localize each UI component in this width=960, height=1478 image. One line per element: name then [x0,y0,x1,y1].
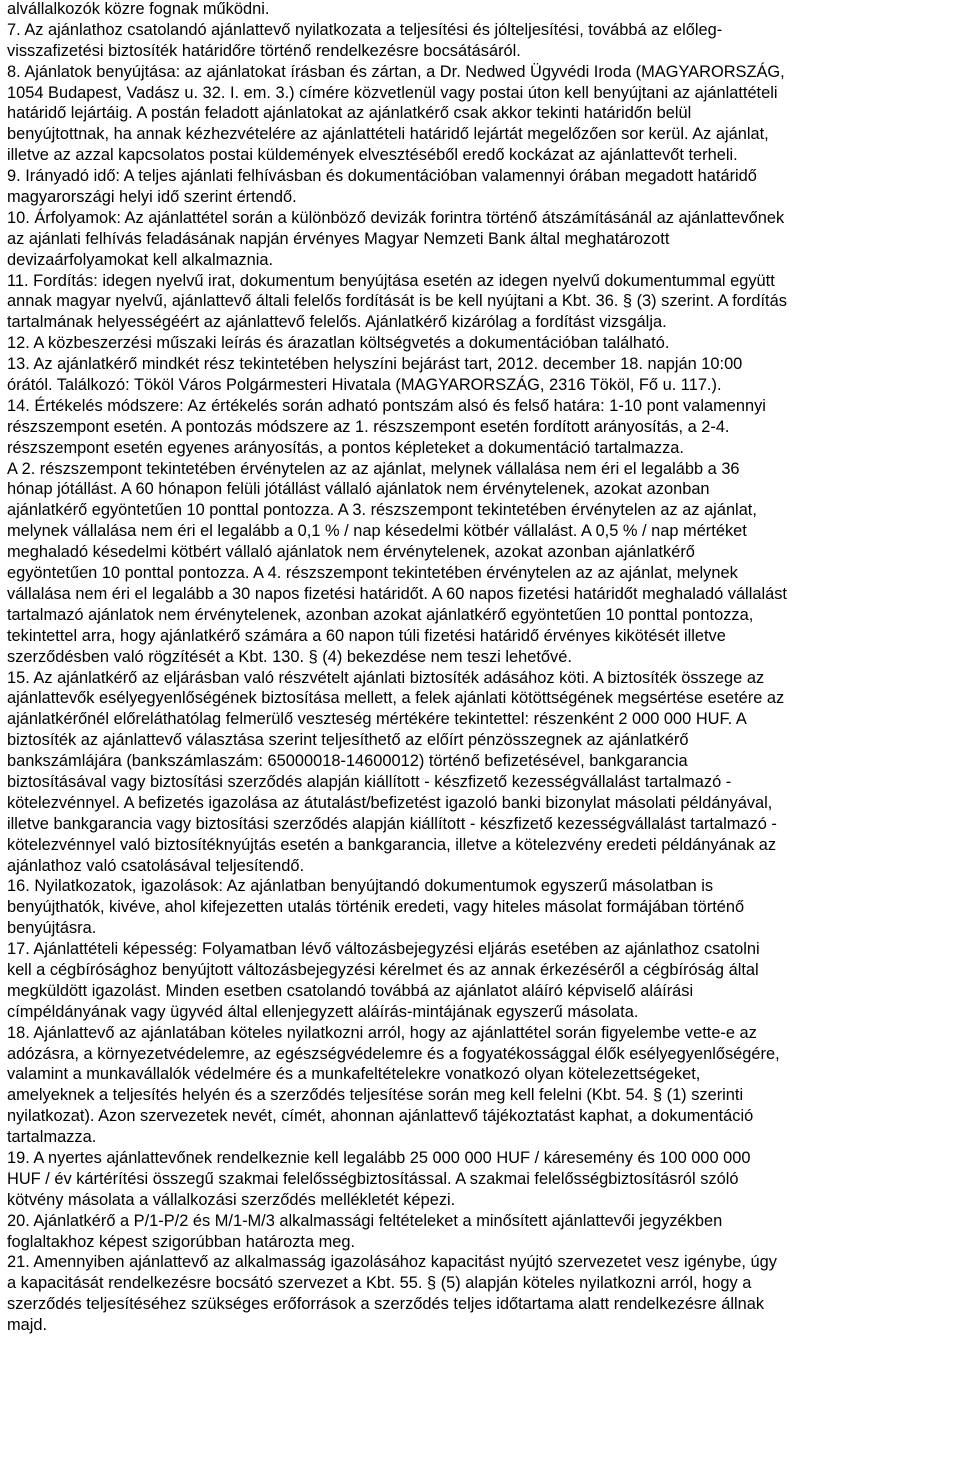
document-body [7,0,951,1336]
text-line: valamint a munkavállalók védelmére és a munkafeltételekre vonatkozó olyan kötelezettségeket, [7,1065,701,1084]
text-line: órától. Találkozó: Tököl Város Polgármesteri Hivatala (MAGYARORSZÁG, 2316 Tököl, Fő u. 117.). [7,376,722,395]
text-line: meghaladó késedelmi kötbért vállaló ajánlatok nem érvénytelenek, azokat azonban ajánlatkérő [7,543,695,562]
text-line: bankszámlájára (bankszámlaszám: 65000018-14600012) történő befizetésével, bankgarancia [7,752,688,771]
text-line: biztosításával vagy biztosítási szerződés alapján kiállított - készfizető kezességvállalást tartalmazó - [7,772,732,791]
text-line: 8. Ajánlatok benyújtása: az ajánlatokat írásban és zártan, a Dr. Nedwed Ügyvédi Iroda (MAGYARORSZÁG, [7,62,785,81]
text-line: tekintettel arra, hogy ajánlatkérő számára a 60 napon túli fizetési határidő érvényes kikötését illetve [7,626,726,645]
text-line: tartalmazza. [7,1128,97,1147]
text-line: egyöntetűen 10 ponttal pontozza. A 4. részszempont tekintetében érvénytelen az az ajánlat, melynek [7,564,738,583]
text-line: szerződésben való rögzítését a Kbt. 130. § (4) bekezdése nem teszi lehetővé. [7,647,572,666]
text-line: visszafizetési biztosíték határidőre történő rendelkezésre bocsátásáról. [7,41,521,60]
text-line: részszempont esetén. A pontozás módszere az 1. részszempont esetén fordított arányosítás, a 2-4. [7,417,730,436]
text-line: 21. Amennyiben ajánlattevő az alkalmasság igazolásához kapacitást nyújtó szervezetet vesz igénybe, úgy [7,1253,777,1272]
text-line: 16. Nyilatkozatok, igazolások: Az ajánlatban benyújtandó dokumentumok egyszerű másolatban is [7,877,714,896]
text-line: ajánlathoz való csatolásával teljesítendő. [7,856,305,875]
text-line: illetve bankgarancia vagy biztosítási szerződés alapján kiállított - készfizető kezességvállalást tartalmazó - [7,814,777,833]
text-line: benyújtásra. [7,919,97,938]
text-line: 17. Ajánlattételi képesség: Folyamatban lévő változásbejegyzési eljárás esetében az ajánlathoz csatolni [7,940,760,959]
text-line: vállalása nem éri el legalább a 30 napos fizetési határidőt. A 60 napos fizetési határidőt meghaladó vállalást [7,584,787,603]
text-line: magyarországi helyi idő szerint értendő. [7,188,297,207]
text-line: szerződés teljesítéséhez szükséges erőforrások a szerződés teljes időtartama alatt rendelkezésre állnak [7,1295,765,1314]
text-line: kötvény másolata a vállalkozási szerződés mellékletét képezi. [7,1190,456,1209]
text-line: alvállalkozók közre fognak működni. [7,0,270,18]
text-line: kötelezvénnyel. A befizetés igazolása az átutalást/befizetést igazoló banki bizonylat másolati példányával, [7,793,773,812]
text-line: benyújthatók, kivéve, ahol kifejezetten utalás történik eredeti, vagy hiteles másolat formájában történő [7,898,745,917]
text-line: 15. Az ajánlatkérő az eljárásban való részvételt ajánlati biztosíték adásához köti. A biztosíték összege az [7,668,765,687]
text-line: a kapacitását rendelkezésre bocsátó szervezet a Kbt. 55. § (5) alapján köteles nyilatkozni arról, hogy a [7,1274,752,1293]
text-line: részszempont esetén egyenes arányosítás, a pontos képleteket a dokumentáció tartalmazza. [7,438,684,457]
text-line: devizaárfolyamokat kell alkalmaznia. [7,250,274,269]
text-line: megküldött igazolást. Minden esetben csatolandó továbbá az ajánlatot aláíró képviselő aláírási [7,981,694,1000]
text-line: tartalmának helyességéért az ajánlattevő felelős. Ajánlatkérő kizárólag a fordítást vizsgálja. [7,313,667,332]
text-line: biztosíték az ajánlattevő választása szerint teljesíthető az előírt pénzösszegnek az ajánlatkérő [7,731,689,750]
text-line: 10. Árfolyamok: Az ajánlattétel során a különböző devizák forintra történő átszámításánál az ajánlattevőnek [7,208,785,227]
text-line: foglaltakhoz képest szigorúbban határozta meg. [7,1232,356,1251]
text-line: adózásra, a környezetvédelemre, az egészségvédelemre és a fogyatékossággal élők esélyegyenlőségére, [7,1044,780,1063]
text-line: kötelezvénnyel való biztosítéknyújtás esetén a bankgarancia, illetve a kötelezvény eredeti példányának az [7,835,777,854]
text-line: hónap jótállást. A 60 hónapon felüli jótállást vállaló ajánlatok nem érvénytelenek, azokat azonban [7,480,710,499]
text-line: 14. Értékelés módszere: Az értékelés során adható pontszám alsó és felső határa: 1-10 pont valamennyi [7,396,766,415]
text-line: illetve az azzal kapcsolatos postai küldemények elvesztéséből eredő kockázat az ajánlattevőt terheli. [7,146,738,165]
text-line: határidő lejártáig. A postán feladott ajánlatokat az ajánlatkérő csak akkor tekinti határidőn belül [7,104,692,123]
text-line: kell a cégbírósághoz benyújtott változásbejegyzési kérelmet és az annak érkezéséről a cégbíróság által [7,960,759,979]
text-line: ajánlatkérőnél előreláthatólag felmerülő veszteség mértékére tekintettel: részenként 2 000 000 HUF. A [7,710,747,729]
text-line: majd. [7,1316,48,1335]
text-line: tartalmazó ajánlatok nem érvénytelenek, azonban azokat ajánlatkérő egyöntetűen 10 ponttal pontozza, [7,605,754,624]
text-line: benyújtottnak, ha annak kézhezvételére az ajánlattételi határidő lejártát megelőzően sor kerül. Az ajánlat, [7,125,769,144]
text-line: 20. Ajánlatkérő a P/1-P/2 és M/1-M/3 alkalmassági feltételeket a minősített ajánlattevői jegyzékben [7,1211,723,1230]
text-line: 13. Az ajánlatkérő mindkét rész tekintetében helyszíni bejárást tart, 2012. december 18. napján 10:00 [7,355,743,374]
text-line: 18. Ajánlattevő az ajánlatában köteles nyilatkozni arról, hogy az ajánlattétel során figyelembe vette-e az [7,1023,757,1042]
text-line: HUF / év kártérítési összegű szakmai felelősségbiztosítással. A szakmai felelősségbiztosításról szóló [7,1169,739,1188]
text-line: 9. Irányadó idő: A teljes ajánlati felhívásban és dokumentációban valamennyi órában megadott határidő [7,167,757,186]
text-line: 11. Fordítás: idegen nyelvű irat, dokumentum benyújtása esetén az idegen nyelvű dokumentummal együtt [7,271,775,290]
text-line: melynek vállalása nem éri el legalább a 0,1 % / nap késedelmi kötbér vállalást. A 0,5 % / nap mértéket [7,522,747,541]
text-line: az ajánlati felhívás feladásának napján érvényes Magyar Nemzeti Bank által meghatározott [7,229,670,248]
text-line: ajánlattevők esélyegyenlőségének biztosítása mellett, a felek ajánlati kötöttségének megsértése esetére az [7,689,785,708]
text-line: A 2. részszempont tekintetében érvénytelen az az ajánlat, melynek vállalása nem éri el legalább a 36 [7,459,740,478]
text-line: 1054 Budapest, Vadász u. 32. I. em. 3.) címére közvetlenül vagy postai úton kell benyújtani az ajánlattételi [7,83,778,102]
text-line: címpéldányának vagy ügyvéd által ellenjegyzett aláírás-mintájának egyszerű másolata. [7,1002,639,1021]
text-line: 19. A nyertes ajánlattevőnek rendelkeznie kell legalább 25 000 000 HUF / káresemény és 100 000 000 [7,1148,751,1167]
text-line: 7. Az ajánlathoz csatolandó ajánlattevő nyilatkozata a teljesítési és jólteljesítési, továbbá az előleg- [7,20,723,39]
text-line: annak magyar nyelvű, ajánlattevő általi felelős fordítását is be kell nyújtani a Kbt. 36. § (3) szerint. A fordítás [7,292,787,311]
text-line: nyilatkozat). Azon szervezetek nevét, címét, ahonnan ajánlattevő tájékoztatást kaphat, a dokumentáció [7,1107,754,1126]
text-line: 12. A közbeszerzési műszaki leírás és árazatlan költségvetés a dokumentációban található. [7,334,670,353]
text-line: ajánlatkérő egyöntetűen 10 ponttal pontozza. A 3. részszempont tekintetében érvénytelen az az ajánlat, [7,501,757,520]
text-line: amelyeknek a teljesítés helyén és a szerződés teljesítése során meg kell felelni (Kbt. 54. § (1) szerinti [7,1086,744,1105]
